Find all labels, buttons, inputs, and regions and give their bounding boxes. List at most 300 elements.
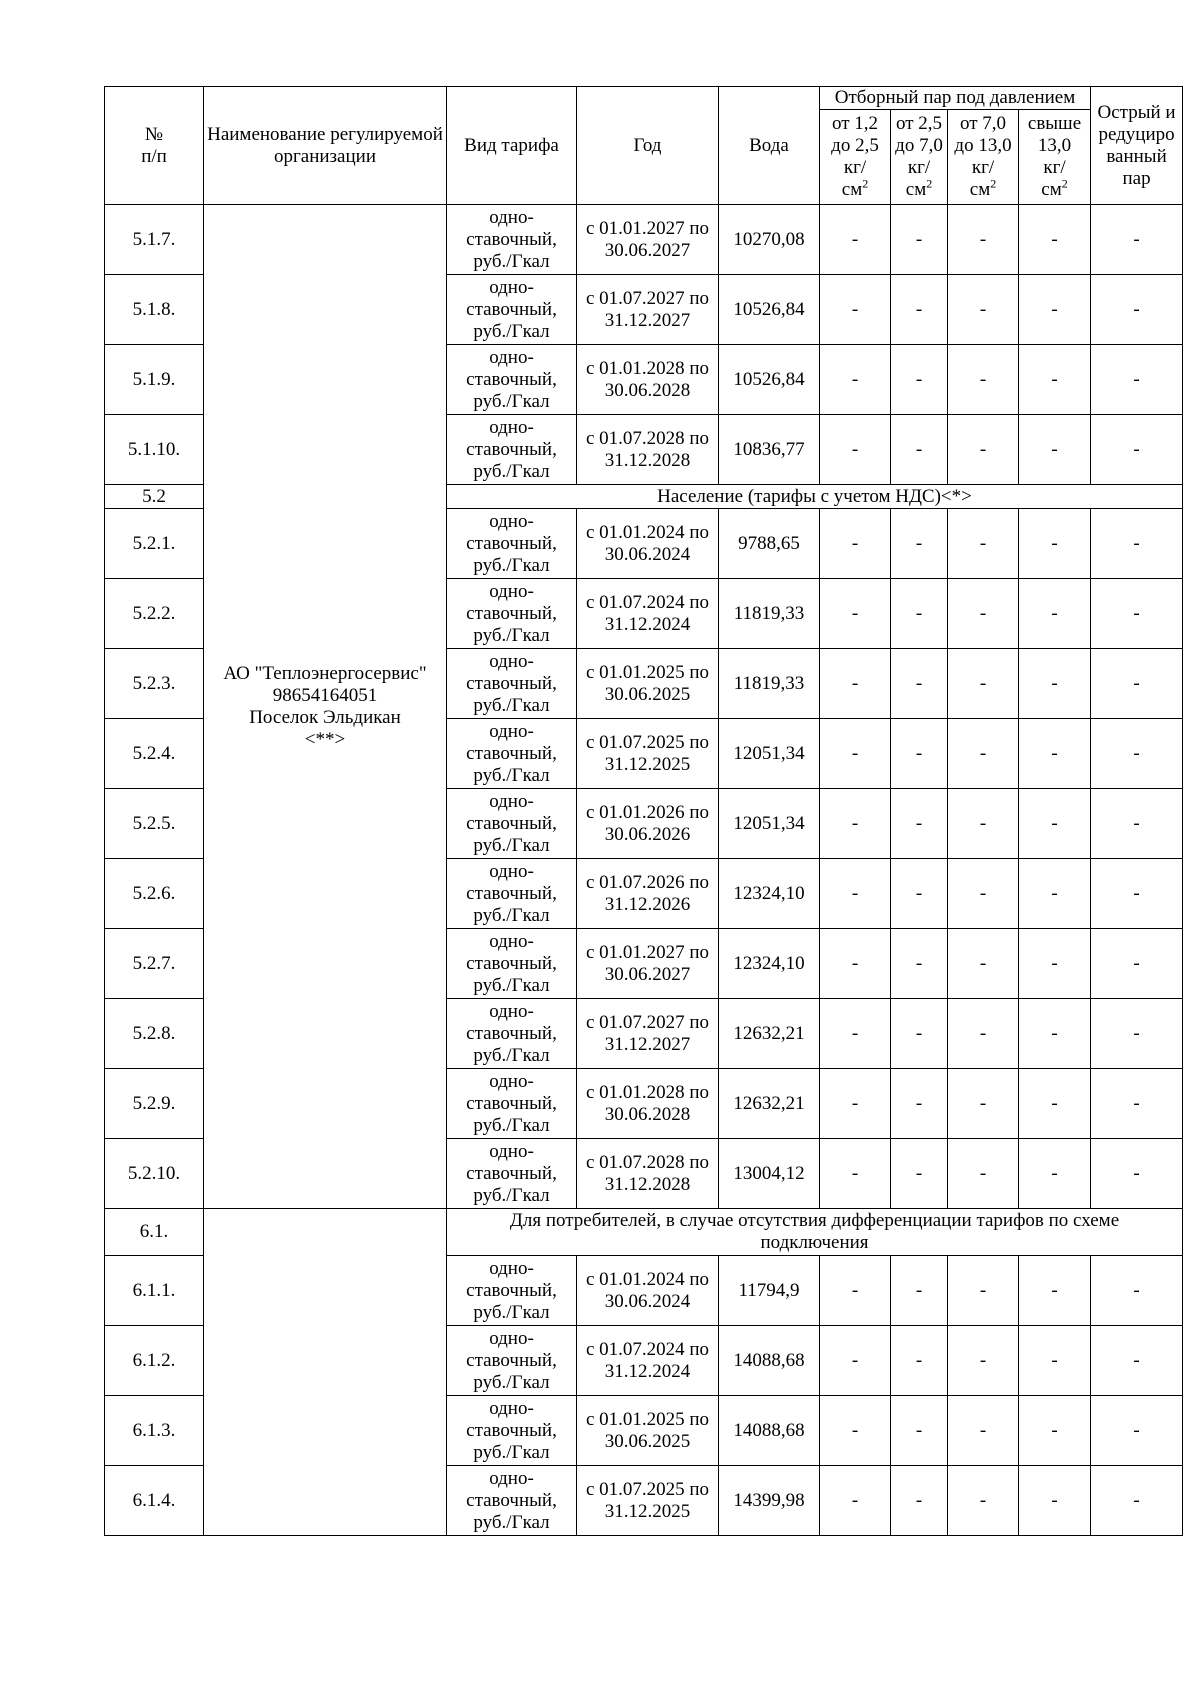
tariff-document [104, 86, 1183, 1536]
water-value: 12632,21 [733, 1092, 805, 1114]
header-num [105, 87, 204, 205]
dash-value: - [1051, 882, 1058, 904]
org-inn: 98654164051 [272, 684, 378, 706]
cell-tariff-type [447, 205, 577, 275]
dash-value: - [1051, 672, 1058, 694]
dash-value: - [851, 882, 859, 904]
row-num: 5.1.7. [132, 228, 176, 250]
header-p4-sup: 2 [1061, 176, 1068, 191]
water-value: 11819,33 [733, 672, 805, 694]
header-water [719, 87, 820, 205]
dash-value: - [1133, 1022, 1140, 1044]
cell-steam-3 [948, 205, 1019, 275]
cell-tariff-type [447, 649, 577, 719]
cell-steam-4 [1019, 1139, 1091, 1209]
row-num: 5.1.8. [132, 298, 176, 320]
dash-value: - [979, 1489, 987, 1511]
cell-steam-1 [820, 929, 891, 999]
period: с 01.07.2027 по 31.12.2027 [585, 1011, 710, 1055]
cell-steam-4 [1019, 345, 1091, 415]
header-p2-text: от 2,5 до 7,0 кг/ см [895, 113, 943, 200]
cell-steam-4 [1019, 205, 1091, 275]
cell-water [719, 509, 820, 579]
cell-steam-5 [1091, 579, 1183, 649]
cell-steam-5 [1091, 205, 1183, 275]
dash-value: - [1051, 812, 1058, 834]
cell-steam-5 [1091, 789, 1183, 859]
period: с 01.01.2025 по 30.06.2025 [585, 1408, 710, 1452]
row-num: 5.2.6. [132, 882, 176, 904]
cell-steam-5 [1091, 345, 1183, 415]
dash-value: - [979, 882, 987, 904]
period: с 01.01.2024 по 30.06.2024 [585, 1268, 710, 1312]
cell-tariff-type [447, 1396, 577, 1466]
cell-steam-5 [1091, 719, 1183, 789]
dash-value: - [915, 438, 923, 460]
cell-water [719, 1466, 820, 1536]
cell-steam-3 [948, 1069, 1019, 1139]
water-value: 14088,68 [733, 1419, 805, 1441]
cell-steam-4 [1019, 999, 1091, 1069]
dash-value: - [851, 532, 859, 554]
period: с 01.07.2028 по 31.12.2028 [585, 427, 710, 471]
cell-tariff-type [447, 415, 577, 485]
header-p3-sup: 2 [990, 176, 997, 191]
cell-steam-2 [891, 1466, 948, 1536]
dash-value: - [915, 228, 923, 250]
dash-value: - [851, 1489, 859, 1511]
dash-value: - [1051, 1092, 1058, 1114]
cell-steam-4 [1019, 1396, 1091, 1466]
cell-steam-3 [948, 1396, 1019, 1466]
cell-num [105, 1396, 204, 1466]
row-num: 6.1.1. [132, 1279, 176, 1301]
period: с 01.07.2024 по 31.12.2024 [585, 591, 710, 635]
water-value: 11819,33 [733, 602, 805, 624]
tariff-type: одно- ставочный, руб./Гкал [466, 790, 557, 856]
period: с 01.07.2028 по 31.12.2028 [585, 1151, 710, 1195]
cell-water [719, 415, 820, 485]
row-num: 5.2.5. [132, 812, 176, 834]
period: с 01.07.2025 по 31.12.2025 [585, 1478, 710, 1522]
cell-steam-4 [1019, 275, 1091, 345]
dash-value: - [1051, 1279, 1058, 1301]
cell-period [577, 509, 719, 579]
dash-value: - [915, 882, 923, 904]
tariff-type: одно- ставочный, руб./Гкал [466, 930, 557, 996]
dash-value: - [915, 368, 923, 390]
dash-value: - [915, 1092, 923, 1114]
water-value: 12051,34 [733, 812, 805, 834]
row-num: 5.2.4. [132, 742, 176, 764]
cell-tariff-type [447, 1069, 577, 1139]
cell-num [105, 1069, 204, 1139]
cell-tariff-type [447, 1326, 577, 1396]
dash-value: - [979, 1419, 987, 1441]
dash-value: - [1133, 882, 1140, 904]
dash-value: - [1133, 672, 1140, 694]
cell-steam-5 [1091, 275, 1183, 345]
cell-steam-3 [948, 1256, 1019, 1326]
dash-value: - [915, 1279, 923, 1301]
cell-steam-2 [891, 1326, 948, 1396]
row-num: 5.2.10. [127, 1162, 181, 1184]
header-num-text: № п/п [141, 123, 167, 167]
cell-steam-4 [1019, 719, 1091, 789]
period: с 01.07.2026 по 31.12.2026 [585, 871, 710, 915]
cell-steam-5 [1091, 1069, 1183, 1139]
cell-steam-3 [948, 1326, 1019, 1396]
cell-water [719, 789, 820, 859]
water-value: 9788,65 [738, 532, 800, 554]
period: с 01.01.2024 по 30.06.2024 [585, 521, 710, 565]
cell-tariff-type [447, 929, 577, 999]
header-p2 [891, 110, 948, 205]
cell-steam-3 [948, 859, 1019, 929]
cell-steam-3 [948, 415, 1019, 485]
cell-num [105, 1139, 204, 1209]
dash-value: - [851, 1419, 859, 1441]
cell-period [577, 205, 719, 275]
dash-value: - [915, 1162, 923, 1184]
row-num: 6.1.2. [132, 1349, 176, 1371]
cell-period [577, 789, 719, 859]
dash-value: - [979, 228, 987, 250]
cell-steam-2 [891, 205, 948, 275]
cell-steam-2 [891, 1069, 948, 1139]
row-num: 5.2.3. [132, 672, 176, 694]
cell-steam-4 [1019, 579, 1091, 649]
tariff-type: одно- ставочный, руб./Гкал [466, 1397, 557, 1463]
tariff-type: одно- ставочный, руб./Гкал [466, 580, 557, 646]
cell-steam-5 [1091, 1326, 1183, 1396]
header-p1 [820, 110, 891, 205]
tariff-type: одно- ставочный, руб./Гкал [466, 860, 557, 926]
cell-steam-3 [948, 579, 1019, 649]
dash-value: - [915, 298, 923, 320]
cell-steam-3 [948, 275, 1019, 345]
header-steam-group [820, 87, 1091, 110]
tariff-type: одно- ставочный, руб./Гкал [466, 1327, 557, 1393]
cell-org-empty [204, 1209, 447, 1536]
row-num: 6.1.4. [132, 1489, 176, 1511]
dash-value: - [1133, 742, 1140, 764]
tariff-type: одно- ставочный, руб./Гкал [466, 1467, 557, 1533]
cell-num [105, 789, 204, 859]
cell-water [719, 999, 820, 1069]
cell-steam-4 [1019, 929, 1091, 999]
dash-value: - [1051, 1022, 1058, 1044]
cell-steam-1 [820, 1326, 891, 1396]
tariff-type: одно- ставочный, руб./Гкал [466, 510, 557, 576]
cell-period [577, 859, 719, 929]
dash-value: - [1133, 1419, 1140, 1441]
tariff-body [105, 205, 1183, 1536]
cell-period [577, 1069, 719, 1139]
dash-value: - [851, 1349, 859, 1371]
cell-steam-2 [891, 859, 948, 929]
cell-water [719, 579, 820, 649]
cell-steam-1 [820, 1466, 891, 1536]
dash-value: - [915, 1489, 923, 1511]
water-value: 11794,9 [738, 1279, 800, 1301]
cell-steam-2 [891, 789, 948, 859]
dash-value: - [1133, 532, 1140, 554]
period: с 01.01.2028 по 30.06.2028 [585, 1081, 710, 1125]
dash-value: - [1133, 298, 1140, 320]
cell-steam-1 [820, 1396, 891, 1466]
dash-value: - [1133, 1092, 1140, 1114]
cell-steam-5 [1091, 859, 1183, 929]
dash-value: - [1051, 742, 1058, 764]
cell-steam-5 [1091, 1256, 1183, 1326]
water-value: 10270,08 [733, 228, 805, 250]
dash-value: - [1133, 438, 1140, 460]
cell-water [719, 205, 820, 275]
dash-value: - [979, 742, 987, 764]
dash-value: - [979, 532, 987, 554]
period: с 01.07.2025 по 31.12.2025 [585, 731, 710, 775]
cell-steam-5 [1091, 1139, 1183, 1209]
water-value: 12324,10 [733, 952, 805, 974]
cell-water [719, 719, 820, 789]
dash-value: - [1051, 1489, 1058, 1511]
cell-steam-3 [948, 719, 1019, 789]
cell-steam-5 [1091, 649, 1183, 719]
dash-value: - [1051, 602, 1058, 624]
org-location: Поселок Эльдикан [249, 706, 401, 728]
dash-value: - [979, 812, 987, 834]
section-row [105, 1209, 1183, 1256]
dash-value: - [1051, 952, 1058, 974]
dash-value: - [851, 672, 859, 694]
cell-period [577, 415, 719, 485]
dash-value: - [1133, 368, 1140, 390]
dash-value: - [1133, 812, 1140, 834]
cell-period [577, 649, 719, 719]
dash-value: - [915, 952, 923, 974]
table-row [105, 205, 1183, 275]
header-p4 [1019, 110, 1091, 205]
cell-water [719, 859, 820, 929]
cell-steam-4 [1019, 789, 1091, 859]
cell-num [105, 929, 204, 999]
cell-tariff-type [447, 345, 577, 415]
header-sharp-text: Острый и редуциро ванный пар [1097, 101, 1176, 189]
header-org-text: Наименование регулируемой организации [207, 123, 443, 167]
cell-steam-3 [948, 999, 1019, 1069]
dash-value: - [979, 368, 987, 390]
dash-value: - [915, 532, 923, 554]
period: с 01.01.2028 по 30.06.2028 [585, 357, 710, 401]
cell-steam-2 [891, 275, 948, 345]
cell-steam-3 [948, 509, 1019, 579]
dash-value: - [851, 952, 859, 974]
cell-num [105, 1326, 204, 1396]
tariff-type: одно- ставочный, руб./Гкал [466, 1140, 557, 1206]
dash-value: - [915, 1419, 923, 1441]
cell-steam-3 [948, 649, 1019, 719]
row-num: 5.2.2. [132, 602, 176, 624]
cell-num [105, 1209, 204, 1256]
cell-tariff-type [447, 1466, 577, 1536]
header-org [204, 87, 447, 205]
cell-num [105, 485, 204, 509]
cell-steam-4 [1019, 1256, 1091, 1326]
row-num: 6.1.3. [132, 1419, 176, 1441]
cell-steam-4 [1019, 509, 1091, 579]
dash-value: - [851, 1022, 859, 1044]
tariff-type: одно- ставочный, руб./Гкал [466, 346, 557, 412]
dash-value: - [979, 1092, 987, 1114]
dash-value: - [1133, 1162, 1140, 1184]
dash-value: - [915, 602, 923, 624]
cell-num [105, 205, 204, 275]
cell-section-title [447, 1209, 1183, 1256]
water-value: 12324,10 [733, 882, 805, 904]
cell-steam-4 [1019, 1069, 1091, 1139]
water-value: 10526,84 [733, 298, 805, 320]
dash-value: - [1051, 1349, 1058, 1371]
cell-steam-1 [820, 789, 891, 859]
cell-num [105, 1256, 204, 1326]
dash-value: - [979, 952, 987, 974]
cell-section-title [447, 485, 1183, 509]
cell-tariff-type [447, 579, 577, 649]
dash-value: - [1133, 602, 1140, 624]
header-p4-text: свыше 13,0 кг/ см [1027, 113, 1082, 200]
dash-value: - [851, 1162, 859, 1184]
row-num: 5.1.9. [132, 368, 176, 390]
cell-steam-1 [820, 205, 891, 275]
cell-steam-5 [1091, 1396, 1183, 1466]
dash-value: - [1133, 1349, 1140, 1371]
cell-water [719, 345, 820, 415]
cell-period [577, 579, 719, 649]
cell-steam-5 [1091, 929, 1183, 999]
water-value: 14399,98 [733, 1489, 805, 1511]
dash-value: - [1051, 298, 1058, 320]
cell-num [105, 719, 204, 789]
cell-steam-1 [820, 1139, 891, 1209]
cell-water [719, 929, 820, 999]
cell-tariff-type [447, 719, 577, 789]
cell-steam-4 [1019, 1466, 1091, 1536]
dash-value: - [1133, 952, 1140, 974]
header-year [577, 87, 719, 205]
dash-value: - [851, 438, 859, 460]
tariff-type: одно- ставочный, руб./Гкал [466, 1000, 557, 1066]
header-p2-sup: 2 [926, 176, 933, 191]
cell-steam-2 [891, 579, 948, 649]
tariff-type: одно- ставочный, руб./Гкал [466, 416, 557, 482]
cell-num [105, 999, 204, 1069]
dash-value: - [915, 812, 923, 834]
dash-value: - [915, 742, 923, 764]
dash-value: - [851, 1092, 859, 1114]
dash-value: - [915, 672, 923, 694]
dash-value: - [979, 1162, 987, 1184]
water-value: 10526,84 [733, 368, 805, 390]
row-num: 5.1.10. [127, 438, 181, 460]
dash-value: - [1051, 1162, 1058, 1184]
cell-num [105, 415, 204, 485]
cell-steam-4 [1019, 1326, 1091, 1396]
dash-value: - [1051, 1419, 1058, 1441]
cell-water [719, 1139, 820, 1209]
cell-num [105, 345, 204, 415]
header-year-text: Год [633, 134, 662, 156]
dash-value: - [851, 742, 859, 764]
cell-steam-2 [891, 719, 948, 789]
tariff-table [104, 86, 1183, 1536]
water-value: 12632,21 [733, 1022, 805, 1044]
cell-num [105, 509, 204, 579]
cell-tariff-type [447, 789, 577, 859]
tariff-type: одно- ставочный, руб./Гкал [466, 276, 557, 342]
water-value: 14088,68 [733, 1349, 805, 1371]
header-steam-group-text: Отборный пар под давлением [834, 87, 1076, 108]
dash-value: - [979, 672, 987, 694]
cell-period [577, 1139, 719, 1209]
tariff-type: одно- ставочный, руб./Гкал [466, 206, 557, 272]
header-sharp [1091, 87, 1183, 205]
cell-period [577, 929, 719, 999]
cell-steam-2 [891, 649, 948, 719]
row-num: 5.2.9. [132, 1092, 176, 1114]
cell-tariff-type [447, 859, 577, 929]
cell-tariff-type [447, 999, 577, 1069]
cell-tariff-type [447, 509, 577, 579]
cell-steam-1 [820, 859, 891, 929]
cell-period [577, 1326, 719, 1396]
cell-water [719, 1256, 820, 1326]
cell-steam-5 [1091, 999, 1183, 1069]
cell-steam-4 [1019, 859, 1091, 929]
cell-period [577, 1396, 719, 1466]
cell-steam-1 [820, 345, 891, 415]
section-num: 6.1. [139, 1221, 169, 1242]
cell-steam-1 [820, 579, 891, 649]
cell-steam-2 [891, 929, 948, 999]
water-value: 10836,77 [733, 438, 805, 460]
cell-steam-5 [1091, 1466, 1183, 1536]
section-title: Население (тарифы с учетом НДС)<*> [657, 485, 972, 507]
cell-water [719, 1326, 820, 1396]
dash-value: - [851, 812, 859, 834]
cell-steam-4 [1019, 415, 1091, 485]
cell-num [105, 275, 204, 345]
cell-water [719, 1396, 820, 1466]
dash-value: - [851, 228, 859, 250]
cell-period [577, 275, 719, 345]
cell-steam-1 [820, 719, 891, 789]
cell-tariff-type [447, 275, 577, 345]
cell-steam-5 [1091, 509, 1183, 579]
cell-num [105, 649, 204, 719]
cell-steam-2 [891, 1396, 948, 1466]
cell-steam-3 [948, 1466, 1019, 1536]
cell-steam-2 [891, 999, 948, 1069]
period: с 01.01.2025 по 30.06.2025 [585, 661, 710, 705]
header-type [447, 87, 577, 205]
org-name: АО "Теплоэнергосервис" [223, 662, 427, 684]
cell-num [105, 1466, 204, 1536]
cell-steam-2 [891, 1139, 948, 1209]
dash-value: - [1133, 1489, 1140, 1511]
dash-value: - [851, 298, 859, 320]
period: с 01.01.2027 по 30.06.2027 [585, 941, 710, 985]
